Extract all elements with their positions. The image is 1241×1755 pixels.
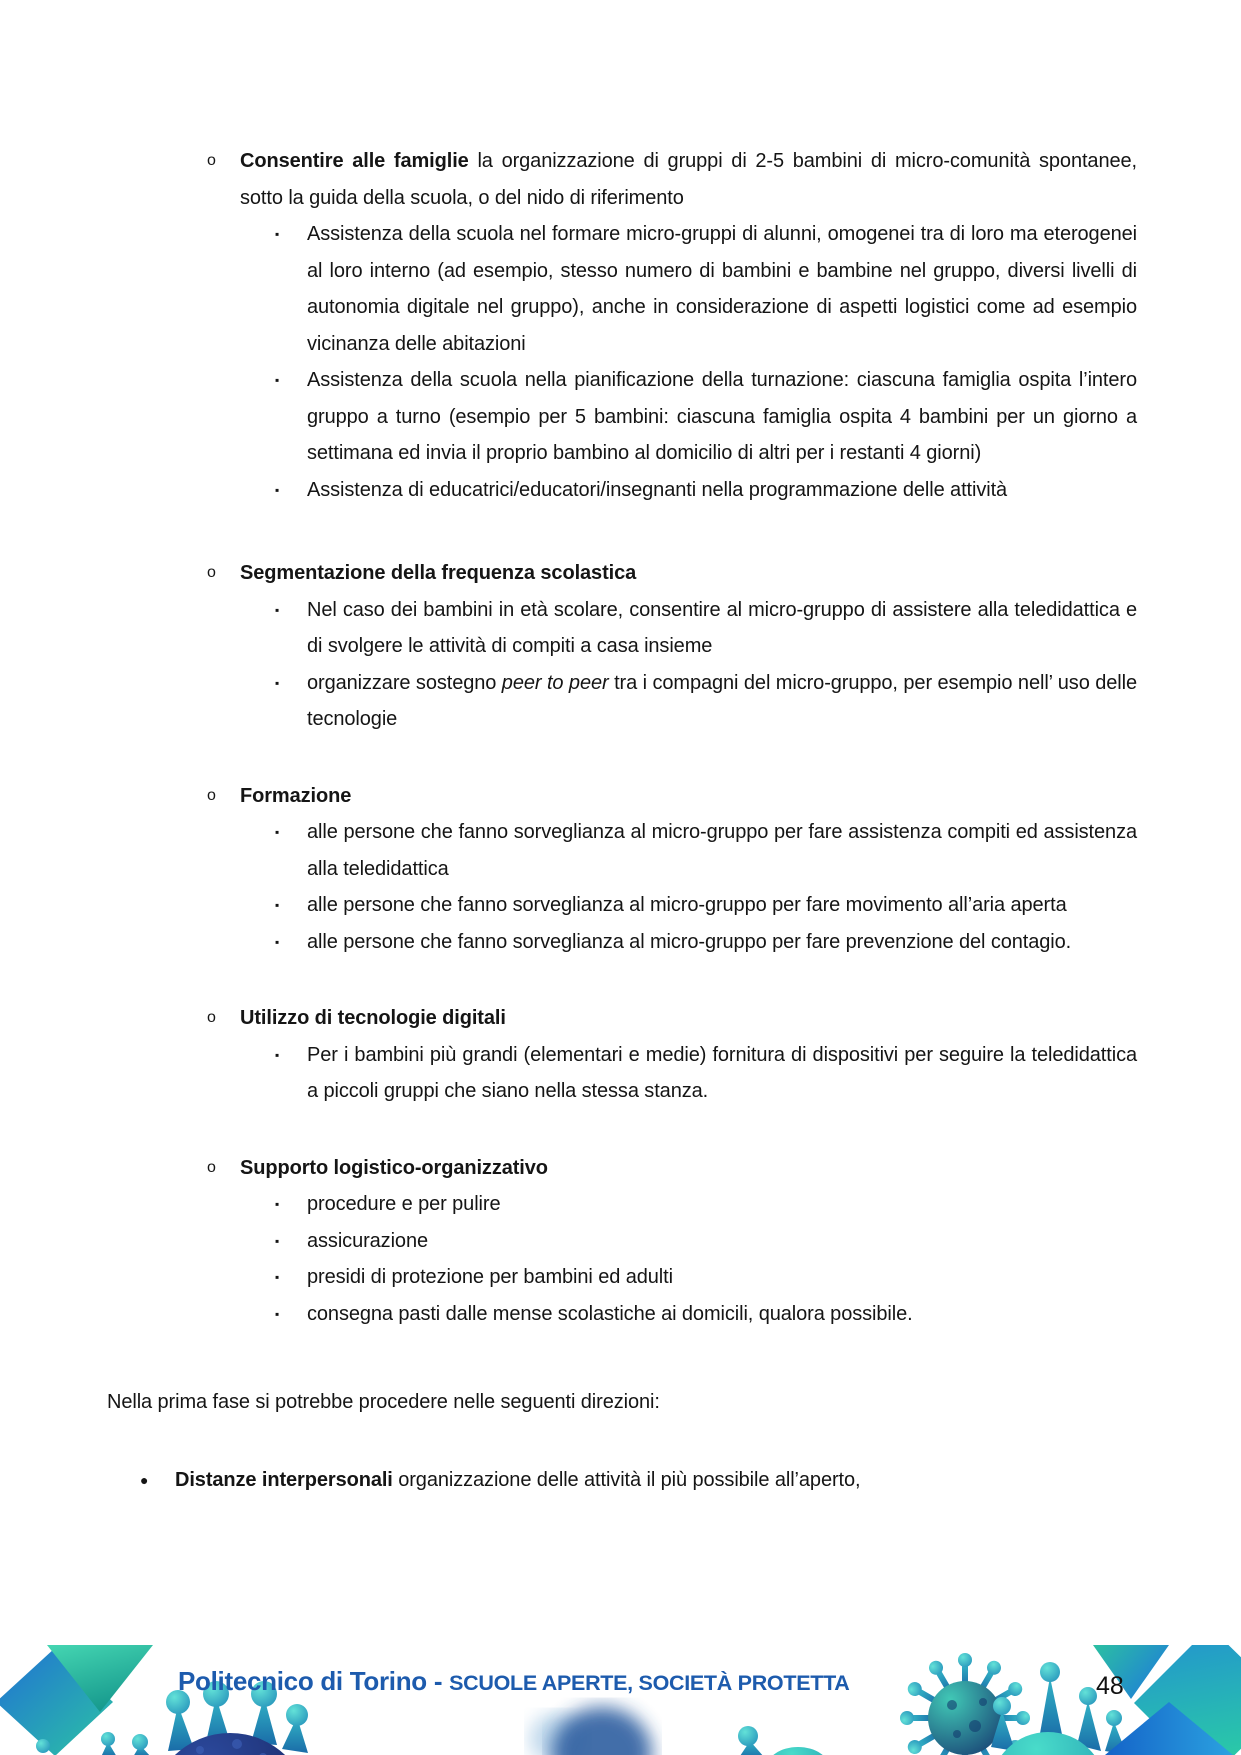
footer-separator: - <box>426 1666 450 1696</box>
heading-rest: la organizzazione di gruppi di 2-5 bambini di micro-comunità spontanee, sotto la guida della scuola, o del nido di riferimento <box>240 150 1137 209</box>
square-bullet-marker: ▪ <box>275 373 280 387</box>
square-bullet-marker: ▪ <box>275 898 280 912</box>
circle-bullet-marker: o <box>207 1009 216 1026</box>
outline-section <box>107 1150 1137 1333</box>
heading-text <box>240 555 1137 592</box>
square-bullet-marker: ▪ <box>275 1306 280 1321</box>
list-item <box>107 1223 1137 1260</box>
section-heading <box>107 555 1137 592</box>
list-item <box>107 1259 1137 1296</box>
square-bullet-marker: ▪ <box>275 675 280 690</box>
outline-section <box>107 555 1137 738</box>
list-item-text <box>307 472 1137 509</box>
list-item-text <box>307 887 1137 924</box>
heading-bold: Supporto logistico-organizzativo <box>240 1156 548 1179</box>
text-run: peer to peer <box>501 671 609 694</box>
virus-icon-small <box>738 1726 830 1755</box>
section-heading <box>107 143 1137 216</box>
list-item-text <box>307 1296 1137 1333</box>
list-item-text <box>307 665 1137 738</box>
text-run: Assistenza della scuola nella pianificazione della turnazione: ciascuna famiglia ospita l’intero gruppo a turno (esempio per 5 bambini: ciascuna famiglia ospita 4 bambini per un giorno a settimana ed invia il proprio bambino al domicilio di altri per i restanti 4 giorni) <box>307 369 1137 464</box>
section-heading <box>107 1000 1137 1037</box>
corner-diamond-left <box>0 1645 153 1755</box>
list-item <box>107 665 1137 738</box>
text-run: presidi di protezione per bambini ed adulti <box>307 1266 673 1288</box>
text-run: Per i bambini più grandi (elementari e medie) fornitura di dispositivi per seguire la teledidattica a piccoli gruppi che siano nella stessa stanza. <box>307 1043 1137 1102</box>
text-run: alle persone che fanno sorveglianza al micro-gruppo per fare assistenza compiti ed assistenza alla teledidattica <box>307 821 1137 880</box>
square-bullet-marker: ▪ <box>275 227 280 241</box>
circle-bullet-marker: o <box>207 152 216 169</box>
square-bullet-marker: ▪ <box>275 825 280 839</box>
section-heading <box>107 1150 1137 1187</box>
outline-section <box>107 143 1137 508</box>
heading-text <box>240 778 1137 815</box>
text-run: organizzare sostegno <box>307 671 502 694</box>
list-item <box>107 1186 1137 1223</box>
list-item <box>107 1296 1137 1333</box>
list-item-text <box>307 592 1137 665</box>
list-item <box>107 592 1137 665</box>
list-item <box>107 216 1137 362</box>
list-item <box>107 362 1137 472</box>
list-item <box>107 924 1137 961</box>
footer-subtitle: SCUOLE APERTE, SOCIETÀ PROTETTA <box>449 1671 850 1695</box>
document-body <box>107 143 1137 1498</box>
outline-list <box>107 143 1137 1332</box>
circle-bullet-marker: o <box>207 786 216 804</box>
outline-section <box>107 778 1137 961</box>
heading-text <box>240 1150 1137 1187</box>
bullet-rest: organizzazione delle attività il più possibile all’aperto, <box>392 1468 861 1491</box>
list-item-text <box>307 1186 1137 1223</box>
list-item-text <box>307 216 1137 362</box>
square-bullet-marker: ▪ <box>275 482 280 497</box>
heading-text <box>240 143 1137 216</box>
text-run: procedure e per pulire <box>307 1193 501 1215</box>
square-bullet-marker: ▪ <box>275 1270 280 1284</box>
outline-section <box>107 1000 1137 1110</box>
list-item <box>107 814 1137 887</box>
heading-bold: Consentire alle famiglie <box>240 150 469 172</box>
text-run: Assistenza della scuola nel formare micro-gruppi di alunni, omogenei tra di loro ma eterogenei al loro interno (ad esempio, stesso numero di bambini e bambine nel gruppo, diversi livelli di autonomia digitale nel gruppo), anche in considerazione di aspetti logistici come ad esempio vicinanza delle abitazioni <box>307 223 1137 355</box>
list-item-text <box>307 362 1137 472</box>
text-run: Nel caso dei bambini in età scolare, consentire al micro-gruppo di assistere alla teledidattica e di svolgere le attività di compiti a casa insieme <box>307 598 1137 657</box>
footer-decoration <box>0 1645 1241 1755</box>
text-run: Assistenza di educatrici/educatori/insegnanti nella programmazione delle attività <box>307 478 1008 501</box>
circle-bullet-marker: o <box>207 564 216 581</box>
heading-bold: Formazione <box>240 784 352 807</box>
text-run: alle persone che fanno sorveglianza al micro-gruppo per fare prevenzione del contagio. <box>307 930 1072 953</box>
list-item <box>107 1037 1137 1110</box>
heading-bold: Segmentazione della frequenza scolastica <box>240 562 637 584</box>
list-item-text <box>307 924 1137 961</box>
footer-title <box>178 1666 850 1697</box>
disc-bullet-marker: ● <box>140 1471 149 1488</box>
square-bullet-marker: ▪ <box>275 1047 280 1062</box>
heading-bold: Utilizzo di tecnologie digitali <box>240 1007 506 1029</box>
page-number: 48 <box>1096 1672 1124 1700</box>
blurred-virus-shadow <box>530 1707 652 1755</box>
heading-text <box>240 1000 1137 1037</box>
square-bullet-marker: ▪ <box>275 1197 280 1211</box>
circle-bullet-marker: o <box>207 1158 216 1176</box>
list-item <box>107 887 1137 924</box>
bullet-text <box>175 1462 1137 1499</box>
page-footer <box>0 1645 1241 1755</box>
text-run: assicurazione <box>307 1229 428 1252</box>
list-item-text <box>307 1223 1137 1260</box>
bullet-item-distanze <box>107 1462 1137 1499</box>
square-bullet-marker: ▪ <box>275 1233 280 1248</box>
square-bullet-marker: ▪ <box>275 602 280 617</box>
list-item-text <box>307 1259 1137 1296</box>
text-run: tra i compagni del micro-gruppo, per esempio nell’ uso delle tecnologie <box>307 671 1137 730</box>
list-item-text <box>307 814 1137 887</box>
text-run: consegna pasti dalle mense scolastiche ai domicili, qualora possibile. <box>307 1302 913 1325</box>
list-item <box>107 472 1137 509</box>
text-run: alle persone che fanno sorveglianza al micro-gruppo per fare movimento all’aria aperta <box>307 894 1067 916</box>
square-bullet-marker: ▪ <box>275 934 280 949</box>
footer-brand: Politecnico di Torino <box>178 1666 427 1696</box>
section-heading <box>107 778 1137 815</box>
list-item-text <box>307 1037 1137 1110</box>
body-paragraph: Nella prima fase si potrebbe procedere nelle seguenti direzioni: <box>107 1391 660 1413</box>
bullet-bold: Distanze interpersonali <box>175 1468 393 1491</box>
